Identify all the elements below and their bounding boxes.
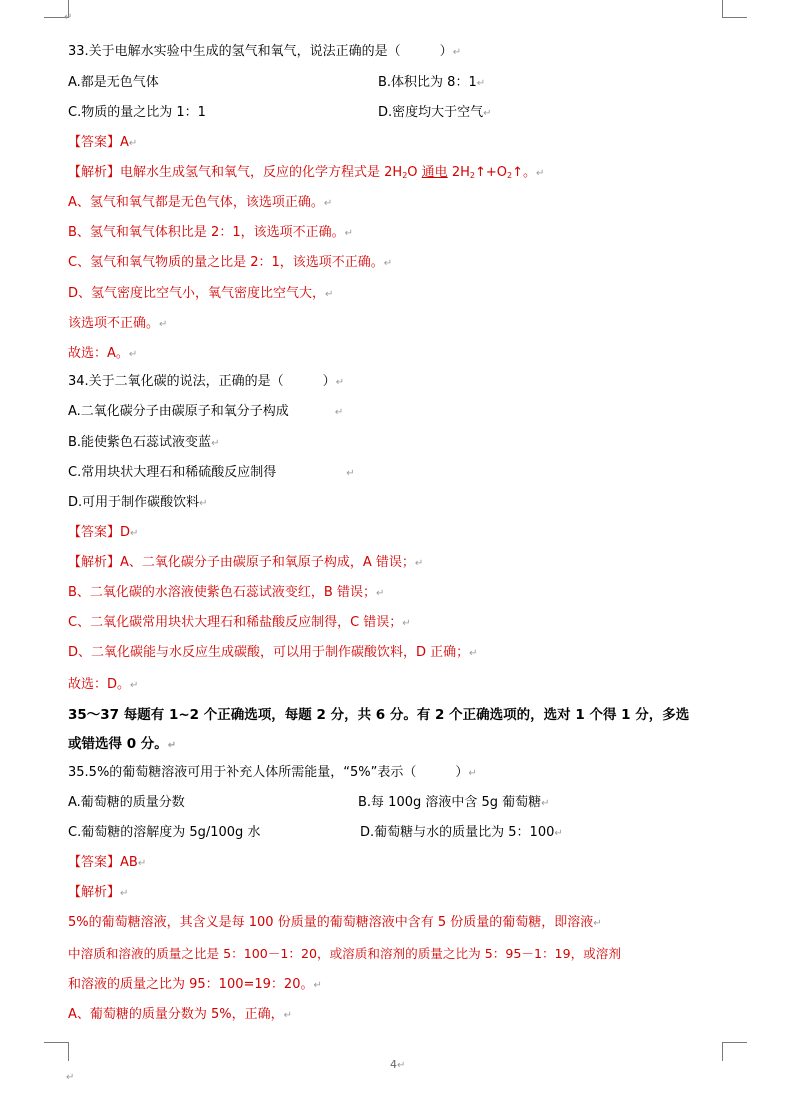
q33-explain-d-line1: D、氢气密度比空气小，氧气密度比空气大，↵ bbox=[68, 286, 334, 301]
q35-explain-line1: 5%的葡萄糖溶液，其含义是每 100 份质量的葡萄糖溶液中含有 5 份质量的葡萄糖，即溶液↵ bbox=[68, 915, 602, 930]
q34-option-a: A.二氧化碳分子由碳原子和氧分子构成 ↵ bbox=[68, 404, 344, 419]
q33-explain-c: C、氢气和氧气物质的量之比是 2：1，该选项不正确。↵ bbox=[68, 255, 393, 270]
page-number: 4↵ bbox=[390, 1058, 406, 1071]
q34-option-c: C.常用块状大理石和稀硫酸反应制得 ↵ bbox=[68, 465, 355, 480]
q33-choice: 故选：A。↵ bbox=[68, 346, 138, 361]
paragraph-mark-top: ↵ bbox=[64, 12, 73, 23]
q33-answer: 【答案】A↵ bbox=[68, 135, 138, 150]
q34-choice: 故选：D。↵ bbox=[68, 677, 139, 692]
q33-explain-d-line2: 该选项不正确。↵ bbox=[68, 316, 168, 331]
crop-mark-top-right bbox=[722, 0, 747, 18]
q33-analysis-equation: 【解析】电解水生成氢气和氧气，反应的化学方程式是 $2H_2O$ 通电 $2H_2↑+O_2↑$。↵ bbox=[68, 165, 545, 180]
q35-option-c: C.葡萄糖的溶解度为 5g/100g 水 bbox=[68, 825, 261, 840]
q35-explain-line3: 和溶液的质量之比为 95：100=19：20。↵ bbox=[68, 977, 322, 992]
q34-explain-c: C、二氧化碳常用块状大理石和稀盐酸反应制得，C 错误；↵ bbox=[68, 615, 411, 630]
q34-stem: 34.关于二氧化碳的说法，正确的是（ ）↵ bbox=[68, 374, 345, 389]
q35-explain-a: A、葡萄糖的质量分数为 5%，正确，↵ bbox=[68, 1007, 293, 1022]
q34-answer: 【答案】D↵ bbox=[68, 525, 139, 540]
q33-option-a: A.都是无色气体 bbox=[68, 75, 159, 90]
section-instruction-line1: 35～37 每题有 1~2 个正确选项，每题 2 分，共 6 分。有 2 个正确选项的，选对 1 个得 1 分，多选 bbox=[68, 707, 690, 723]
q34-explain-d: D、二氧化碳能与水反应生成碳酸，可以用于制作碳酸饮料，D 正确；↵ bbox=[68, 645, 478, 660]
q35-explain-line2: 中溶质和溶液的质量之比是 5：100－1：20，或溶质和溶剂的质量之比为 5：95－1：19，或溶剂 bbox=[68, 946, 621, 961]
q33-explain-b: B、氢气和氧气体积比是 2：1，该选项不正确。↵ bbox=[68, 225, 353, 240]
q34-explain-a: 【解析】A、二氧化碳分子由碳原子和氧原子构成，A 错误；↵ bbox=[68, 555, 424, 570]
q34-option-d: D.可用于制作碳酸饮料↵ bbox=[68, 495, 208, 510]
q33-option-d: D.密度均大于空气↵ bbox=[378, 105, 492, 120]
q33-stem: 33.关于电解水实验中生成的氢气和氧气，说法正确的是（ ）↵ bbox=[68, 44, 462, 59]
q35-option-a: A.葡萄糖的质量分数 bbox=[68, 795, 185, 810]
q33-explain-a: A、氢气和氧气都是无色气体，该选项正确。↵ bbox=[68, 195, 333, 210]
q34-explain-b: B、二氧化碳的水溶液使紫色石蕊试液变红，B 错误；↵ bbox=[68, 585, 385, 600]
q33-option-b: B.体积比为 8：1↵ bbox=[378, 75, 486, 90]
crop-mark-bottom-right bbox=[722, 1042, 747, 1061]
q35-analysis-label: 【解析】↵ bbox=[68, 885, 129, 900]
q35-option-b: B.每 100g 溶液中含 5g 葡萄糖↵ bbox=[358, 795, 550, 810]
reaction-condition: 通电 bbox=[421, 165, 448, 180]
q35-stem: 35.5%的葡萄糖溶液可用于补充人体所需能量，“5%”表示（ ）↵ bbox=[68, 765, 477, 780]
q34-option-b: B.能使紫色石蕊试液变蓝↵ bbox=[68, 435, 220, 450]
section-instruction-line2: 或错选得 0 分。↵ bbox=[68, 736, 177, 752]
q35-option-d: D.葡萄糖与水的质量比为 5：100↵ bbox=[360, 825, 563, 840]
q33-option-c: C.物质的量之比为 1：1 bbox=[68, 105, 206, 120]
crop-mark-bottom-left bbox=[44, 1042, 69, 1061]
paragraph-mark-bottom: ↵ bbox=[66, 1072, 75, 1083]
q35-answer: 【答案】AB↵ bbox=[68, 855, 147, 870]
